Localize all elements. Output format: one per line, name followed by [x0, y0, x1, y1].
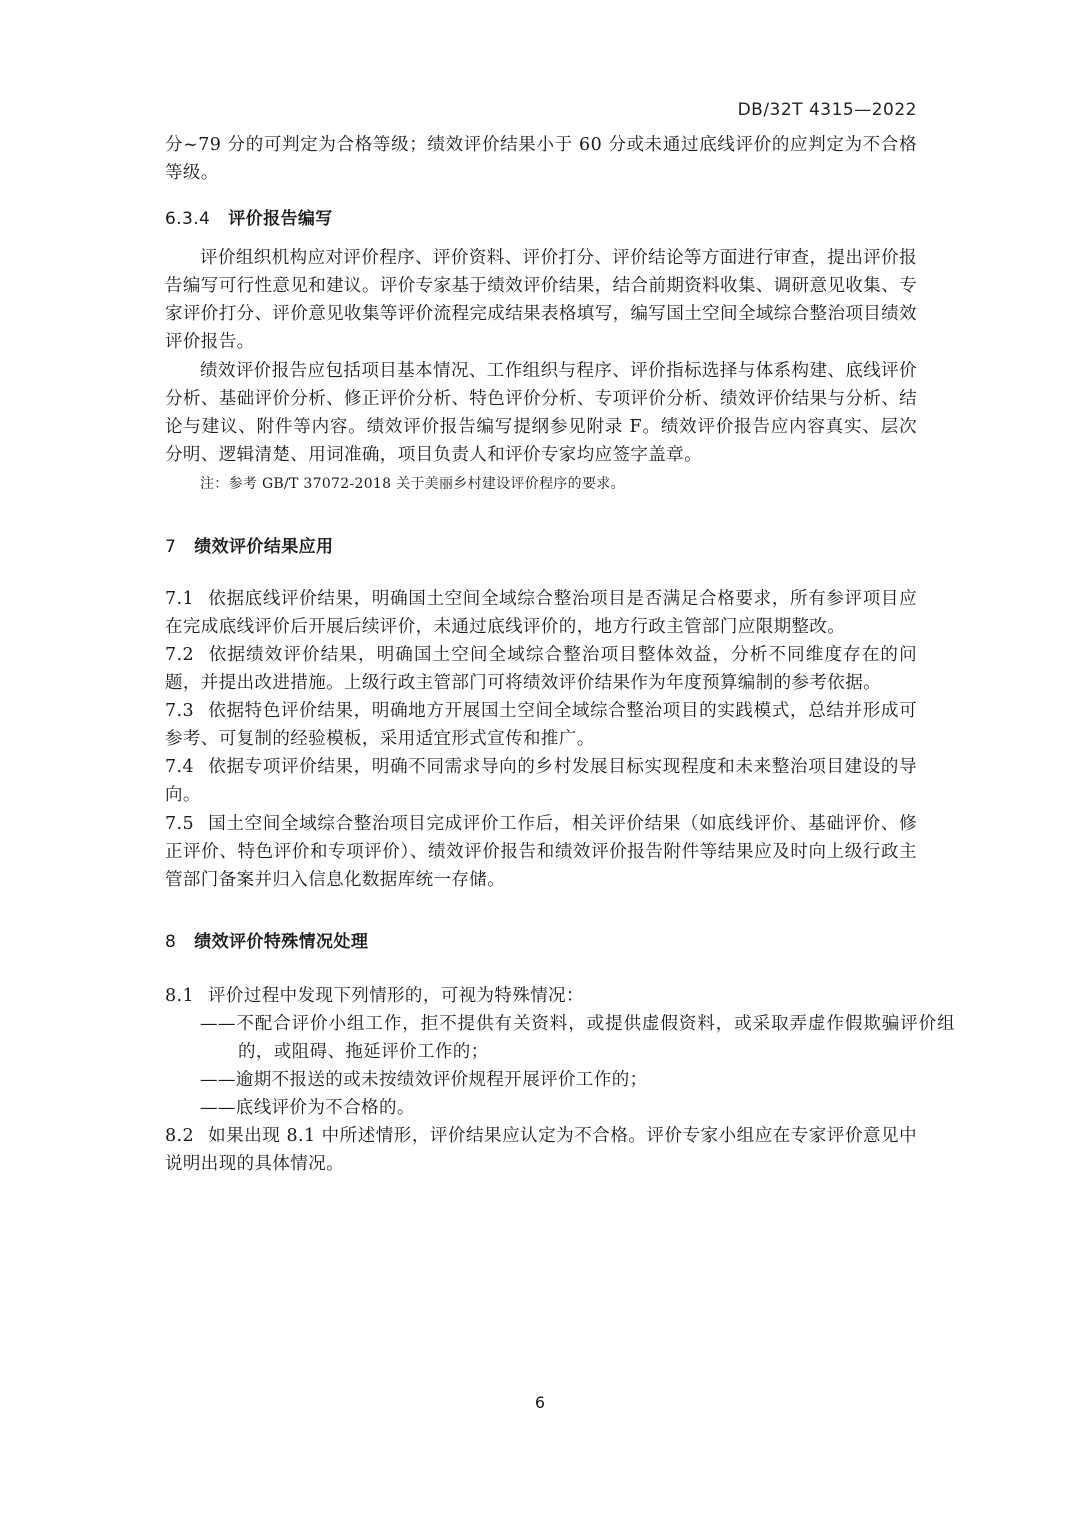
section-number: 8 [165, 932, 177, 952]
document-id-header: DB/32T 4315—2022 [737, 100, 917, 120]
section-number: 7 [165, 537, 177, 557]
list-item: ——底线评价为不合格的。 [200, 1098, 415, 1118]
section-title: 绩效评价结果应用 [194, 537, 334, 557]
paragraph-6-3-4-2: 绩效评价报告应包括项目基本情况、工作组织与程序、评价指标选择与体系构建、底线评价分析、基础评价分析、修正评价分析、特色评价分析、专项评价分析、绩效评价结果与分析、结论与建议、附件等内容。绩效评价报告编写提纲参见附录 F。绩效评价报告应内容真实、层次分明、逻辑清楚、用词准确，项目负责人和评价专家均应签字盖章。 [165, 361, 917, 465]
clause-8-1 [165, 982, 917, 1010]
list-item: ——逾期不报送的或未按绩效评价规程开展评价工作的； [200, 1070, 648, 1090]
list-item: ——不配合评价小组工作，拒不提供有关资料，或提供虚假资料，或采取弄虚作假欺骗评价组的，或阻碍、拖延评价工作的； [200, 1014, 955, 1062]
clause-7-5 [165, 810, 917, 894]
paragraph-6-3-4-1: 评价组织机构应对评价程序、评价资料、评价打分、评价结论等方面进行审查，提出评价报告编写可行性意见和建议。评价专家基于绩效评价结果，结合前期资料收集、调研意见收集、专家评价打分、评价意见收集等评价流程完成结果表格填写，编写国土空间全域综合整治项目绩效评价报告。 [165, 248, 917, 352]
clause-number: 8.1 [165, 986, 195, 1006]
continuation-paragraph: 分~79 分的可判定为合格等级；绩效评价结果小于 60 分或未通过底线评价的应判定为不合格等级。 [165, 135, 917, 183]
clause-number: 7.5 [165, 814, 195, 834]
clause-number: 7.1 [165, 589, 195, 609]
clause-number: 7.4 [165, 757, 195, 777]
clause-text: 依据特色评价结果，明确地方开展国土空间全域综合整治项目的实践模式，总结并形成可参考、可复制的经验模板，采用适宜形式宣传和推广。 [165, 701, 917, 749]
clause-number: 8.2 [165, 1126, 195, 1146]
clause-number: 7.3 [165, 701, 195, 721]
clause-text: 依据底线评价结果，明确国土空间全域综合整治项目是否满足合格要求，所有参评项目应在完成底线评价后开展后续评价，未通过底线评价的，地方行政主管部门应限期整改。 [165, 589, 917, 637]
clause-8-2 [165, 1122, 917, 1178]
section-number: 6.3.4 [165, 209, 211, 229]
clause-7-2 [165, 641, 917, 697]
note-text: 注：参考 GB/T 37072-2018 关于美丽乡村建设评价程序的要求。 [200, 476, 625, 492]
clause-7-3 [165, 697, 917, 753]
clause-text: 如果出现 8.1 中所述情形，评价结果应认定为不合格。评价专家小组应在专家评价意见中说明出现的具体情况。 [165, 1126, 917, 1174]
clause-text: 依据绩效评价结果，明确国土空间全域综合整治项目整体效益，分析不同维度存在的问题，并提出改进措施。上级行政主管部门可将绩效评价结果作为年度预算编制的参考依据。 [165, 645, 917, 693]
clause-number: 7.2 [165, 645, 195, 665]
page-number: 6 [534, 1393, 546, 1412]
section-heading-7 [165, 532, 333, 557]
section-heading-6-3-4 [165, 204, 333, 229]
clause-text: 依据专项评价结果，明确不同需求导向的乡村发展目标实现程度和未来整治项目建设的导向。 [165, 757, 917, 805]
section-title: 绩效评价特殊情况处理 [194, 932, 369, 952]
clause-7-4 [165, 753, 917, 809]
clause-text: 国土空间全域综合整治项目完成评价工作后，相关评价结果（如底线评价、基础评价、修正评价、特色评价和专项评价）、绩效评价报告和绩效评价报告附件等结果应及时向上级行政主管部门备案并归入信息化数据库统一存储。 [165, 814, 917, 890]
clause-7-1 [165, 585, 917, 641]
section-title: 评价报告编写 [228, 209, 333, 229]
clause-text: 评价过程中发现下列情形的，可视为特殊情况： [208, 986, 584, 1006]
section-heading-8 [165, 927, 368, 952]
